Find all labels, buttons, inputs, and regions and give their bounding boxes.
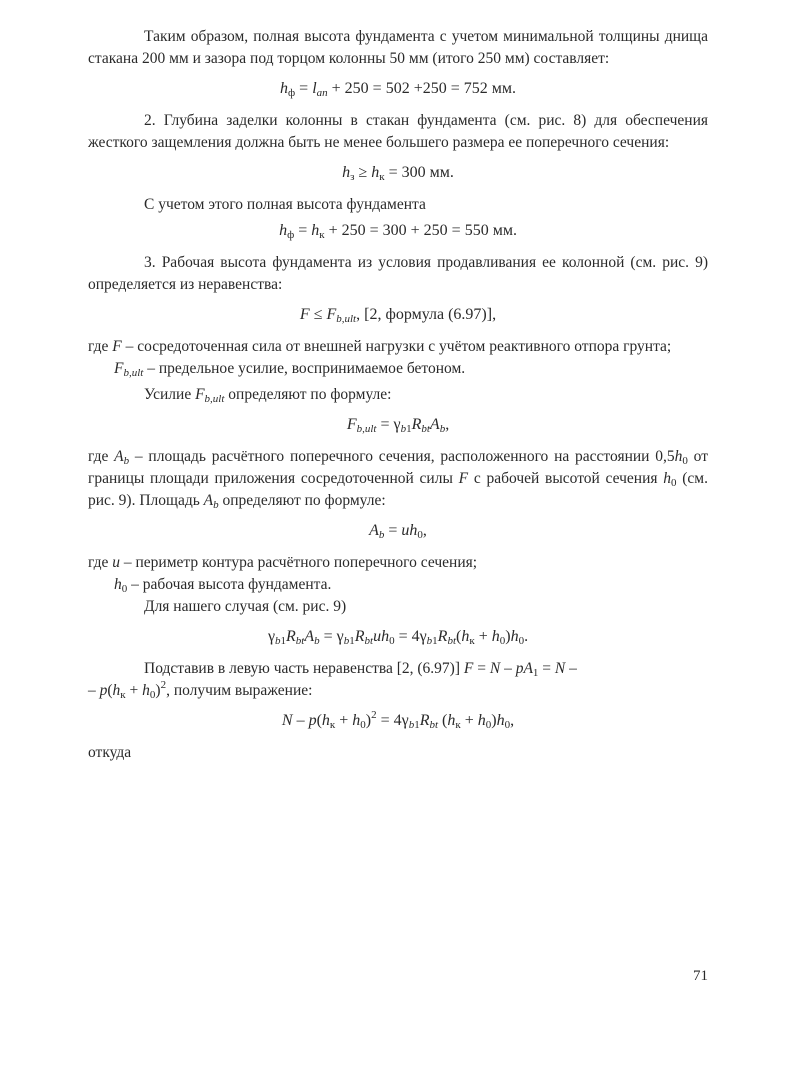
definition-perimeter-u: где u – периметр контура расчётного поперечного сечения;: [88, 554, 478, 571]
formula-our-case: $\gamma_{b1}R_{bt}A_b = \gamma_{b1}R_{bt}uh_0 = 4\gamma_{b1}R_{bt}(h_к + h_0)h_0$.: [267, 628, 529, 647]
paragraph-total-height-intro: Таким образом, полная высота фундамента с учетом минимальной толщины днища стакана 200 мм и зазора под торцом колонны 50 мм (итого 250 мм) составляет:: [88, 28, 708, 67]
paragraph-whence: откуда: [88, 744, 132, 761]
formula-expression: $N - p(h_к + h_0)^2 = 4\gamma_{b1}R_{bt}$ $(h_к + h_0)h_0$,: [281, 709, 515, 731]
formula-area: $A_b = uh_0$,: [369, 522, 427, 541]
definition-force-f: где F – сосредоточенная сила от внешней нагрузки с учётом реактивного отпора грунта;: [88, 338, 672, 355]
formula-embedment-depth: $h_з \ge h_к = 300$ мм.: [342, 164, 454, 183]
paragraph-working-height: 3. Рабочая высота фундамента из условия продавливания ее колонной (см. рис. 9) определяется из неравенства:: [88, 254, 708, 293]
formula-foundation-height-1: $h_ф = l_{an} + 250 = 502 +250 = 752$ мм.: [280, 80, 516, 99]
paragraph-our-case: Для нашего случая (см. рис. 9): [144, 598, 347, 615]
definition-working-height-h0: $h_0$ – рабочая высота фундамента.: [114, 576, 332, 595]
paragraph-force-formula-intro: Усилие $F_{b,ult}$ определяют по формуле:: [144, 386, 392, 405]
paragraph-embedment-depth: 2. Глубина заделки колонны в стакан фундамента (см. рис. 8) для обеспечения жесткого защемления должна быть не менее большего размера ее поперечного сечения:: [88, 112, 708, 151]
page-number: 71: [693, 968, 708, 984]
formula-limit-force: $F_{b,ult} = \gamma_{b1}R_{bt}A_b$,: [346, 416, 450, 435]
paragraph-substitution: Подставив в левую часть неравенства [2, (6.97)] $F = N - pA_1 = N$ – – $p(h_к + h_0)^2$, получим выражение:: [88, 660, 577, 701]
definition-area-ab: где $A_b$ – площадь расчётного поперечного сечения, расположенного на расстоянии $0,5h_0$ от границы площади приложения сосредоточенной силы F с рабочей высотой сечения $h_0$ (см. рис. 9). Площадь $A_b$ определяют по формуле:: [88, 448, 708, 511]
formula-foundation-height-2: $h_ф = h_к + 250 = 300 + 250 = 550$ мм.: [279, 222, 517, 241]
paragraph-total-height-with-embedment: С учетом этого полная высота фундамента: [144, 196, 426, 213]
definition-force-fbult: $F_{b,ult}$ – предельное усилие, воспринимаемое бетоном.: [114, 360, 466, 379]
formula-punching-inequality: $F \le F_{b,ult}$, [2, формула (6.97)],: [299, 306, 497, 325]
document-page: [88, 26, 708, 764]
